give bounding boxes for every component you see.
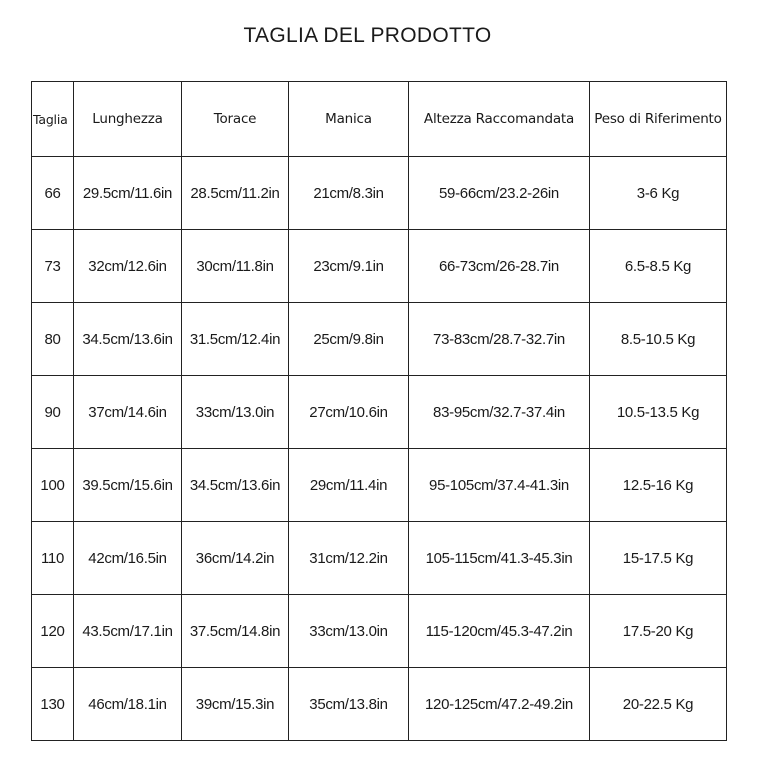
size-chart-table <box>31 81 727 741</box>
cell-peso-di-riferimento: 17.5-20 Kg <box>590 595 727 668</box>
cell-altezza-raccomandata: 59-66cm/23.2-26in <box>409 157 590 230</box>
cell-torace: 34.5cm/13.6in <box>182 449 289 522</box>
header-lunghezza: Lunghezza <box>74 82 182 157</box>
cell-torace: 39cm/15.3in <box>182 668 289 741</box>
header-manica: Manica <box>289 82 409 157</box>
cell-peso-di-riferimento: 8.5-10.5 Kg <box>590 303 727 376</box>
cell-taglia: 66 <box>32 157 74 230</box>
cell-lunghezza: 32cm/12.6in <box>74 230 182 303</box>
cell-lunghezza: 39.5cm/15.6in <box>74 449 182 522</box>
table-row <box>32 449 727 522</box>
cell-torace: 37.5cm/14.8in <box>182 595 289 668</box>
header-torace: Torace <box>182 82 289 157</box>
cell-lunghezza: 46cm/18.1in <box>74 668 182 741</box>
cell-manica: 33cm/13.0in <box>289 595 409 668</box>
cell-lunghezza: 34.5cm/13.6in <box>74 303 182 376</box>
page-title: TAGLIA DEL PRODOTTO <box>243 24 492 47</box>
cell-altezza-raccomandata: 73-83cm/28.7-32.7in <box>409 303 590 376</box>
header-taglia: Taglia <box>32 82 74 157</box>
cell-lunghezza: 37cm/14.6in <box>74 376 182 449</box>
header-peso-di-riferimento: Peso di Riferimento <box>590 82 727 157</box>
header-altezza-raccomandata: Altezza Raccomandata <box>409 82 590 157</box>
table-row <box>32 668 727 741</box>
cell-taglia: 80 <box>32 303 74 376</box>
cell-torace: 33cm/13.0in <box>182 376 289 449</box>
cell-altezza-raccomandata: 115-120cm/45.3-47.2in <box>409 595 590 668</box>
cell-manica: 35cm/13.8in <box>289 668 409 741</box>
cell-peso-di-riferimento: 20-22.5 Kg <box>590 668 727 741</box>
cell-altezza-raccomandata: 66-73cm/26-28.7in <box>409 230 590 303</box>
cell-taglia: 73 <box>32 230 74 303</box>
cell-torace: 31.5cm/12.4in <box>182 303 289 376</box>
cell-manica: 25cm/9.8in <box>289 303 409 376</box>
table-row <box>32 595 727 668</box>
cell-lunghezza: 29.5cm/11.6in <box>74 157 182 230</box>
cell-taglia: 120 <box>32 595 74 668</box>
cell-lunghezza: 42cm/16.5in <box>74 522 182 595</box>
cell-torace: 28.5cm/11.2in <box>182 157 289 230</box>
cell-manica: 21cm/8.3in <box>289 157 409 230</box>
cell-peso-di-riferimento: 3-6 Kg <box>590 157 727 230</box>
cell-torace: 30cm/11.8in <box>182 230 289 303</box>
cell-manica: 23cm/9.1in <box>289 230 409 303</box>
table-row <box>32 376 727 449</box>
table-row <box>32 303 727 376</box>
cell-taglia: 100 <box>32 449 74 522</box>
cell-manica: 29cm/11.4in <box>289 449 409 522</box>
header-row <box>32 82 727 157</box>
cell-manica: 31cm/12.2in <box>289 522 409 595</box>
table-row <box>32 230 727 303</box>
cell-torace: 36cm/14.2in <box>182 522 289 595</box>
cell-taglia: 130 <box>32 668 74 741</box>
cell-taglia: 90 <box>32 376 74 449</box>
cell-altezza-raccomandata: 95-105cm/37.4-41.3in <box>409 449 590 522</box>
cell-manica: 27cm/10.6in <box>289 376 409 449</box>
cell-peso-di-riferimento: 15-17.5 Kg <box>590 522 727 595</box>
cell-peso-di-riferimento: 6.5-8.5 Kg <box>590 230 727 303</box>
cell-peso-di-riferimento: 10.5-13.5 Kg <box>590 376 727 449</box>
table-row <box>32 157 727 230</box>
cell-taglia: 110 <box>32 522 74 595</box>
cell-altezza-raccomandata: 83-95cm/32.7-37.4in <box>409 376 590 449</box>
cell-peso-di-riferimento: 12.5-16 Kg <box>590 449 727 522</box>
cell-altezza-raccomandata: 105-115cm/41.3-45.3in <box>409 522 590 595</box>
table-row <box>32 522 727 595</box>
cell-lunghezza: 43.5cm/17.1in <box>74 595 182 668</box>
cell-altezza-raccomandata: 120-125cm/47.2-49.2in <box>409 668 590 741</box>
